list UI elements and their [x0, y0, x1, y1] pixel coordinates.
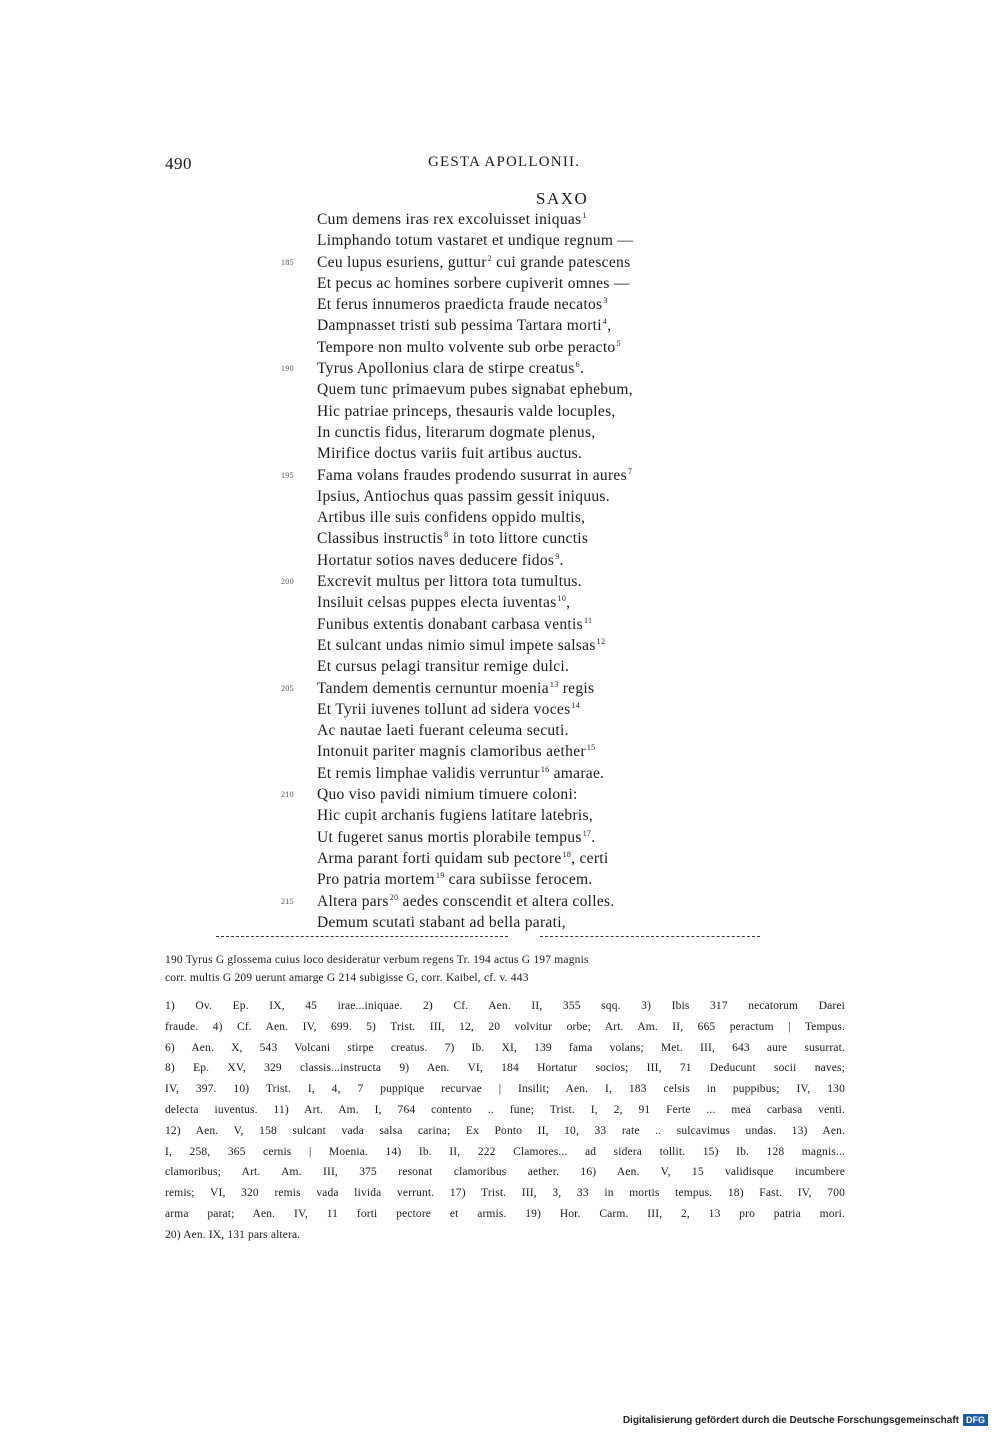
footnote-marker: 8: [444, 530, 449, 540]
verse-words: Et Tyrii iuvenes tollunt ad sidera voces: [317, 700, 571, 718]
dfg-footer: [623, 1414, 988, 1426]
footnote-marker: 2: [487, 253, 492, 263]
verse-text: [317, 422, 596, 443]
verse-line: [0, 891, 1000, 912]
footnote-line: clamoribus; Art. Am. III, 375 resonat clamoribus aether. 16) Aen. V, 15 validisque incumbere: [165, 1166, 845, 1179]
verse-line: [0, 763, 1000, 784]
footnote-line: I, 258, 365 cernis | Moenia. 14) Ib. II, 222 Clamores... ad sidera tollit. 15) Ib. 128 magnis...: [165, 1145, 845, 1158]
footnote-line: fraude. 4) Cf. Aen. IV, 699. 5) Trist. III, 12, 20 volvitur orbe; Art. Am. II, 665 peractum | Tempus.: [165, 1020, 845, 1033]
verse-tail: .: [591, 828, 596, 846]
verse-text: [317, 571, 582, 592]
verse-text: [317, 827, 595, 848]
verse-line: [0, 614, 1000, 635]
verse-text: [317, 912, 566, 933]
verse-tail: , certi: [571, 849, 609, 867]
verse-words: Tempore non multo volvente sub orbe peracto: [317, 338, 616, 356]
verse-words: Insiluit celsas puppes electa iuventas: [317, 594, 557, 612]
verse-line: [0, 294, 1000, 315]
verse-text: [317, 720, 569, 741]
verse-line: [0, 869, 1000, 890]
running-head: GESTA APOLLONII.: [428, 154, 581, 170]
verse-text: [317, 763, 604, 784]
verse-text: [317, 699, 580, 720]
verse-text: [317, 230, 633, 251]
footnote-marker: 12: [596, 636, 606, 646]
verse-text: [317, 550, 564, 571]
verse-line: [0, 337, 1000, 358]
critical-apparatus: [165, 951, 845, 987]
footnote-marker: 10: [557, 594, 567, 604]
verse-line: [0, 741, 1000, 762]
verse-line: [0, 379, 1000, 400]
verse-words: Limphando totum vastaret et undique regnum —: [317, 232, 634, 250]
line-number: 215: [281, 896, 294, 906]
verse-line: [0, 528, 1000, 549]
verse-line: [0, 465, 1000, 486]
verse-words: Ceu lupus esuriens, guttur: [317, 253, 487, 271]
verse-words: Fama volans fraudes prodendo susurrat in aures: [317, 466, 627, 484]
verse-words: Artibus ille suis confidens oppido multis,: [317, 509, 586, 527]
verse-text: [317, 869, 593, 890]
verse-words: Hic patriae princeps, thesauris valde locuples,: [317, 402, 616, 420]
verse-words: Quem tunc primaevum pubes signabat ephebum,: [317, 381, 633, 399]
verse-text: [317, 379, 633, 400]
verse-words: Excrevit multus per littora tota tumultus.: [317, 573, 582, 591]
verse-words: Quo viso pavidi nimium timuere coloni:: [317, 786, 578, 804]
dfg-logo: DFG: [963, 1414, 988, 1426]
verse-line: [0, 507, 1000, 528]
footnote-marker: 15: [586, 743, 596, 753]
verse-line: [0, 805, 1000, 826]
line-number: 195: [281, 470, 294, 480]
line-number: 210: [281, 790, 294, 800]
line-number: 205: [281, 683, 294, 693]
verse-tail: .: [579, 360, 585, 378]
verse-line: [0, 848, 1000, 869]
verse-tail: cui grande patescens: [491, 253, 631, 271]
verse-tail: amarae.: [549, 764, 605, 782]
verse-text: [317, 678, 594, 699]
footnote-line: 8) Ep. XV, 329 classis...instructa 9) Aen. VI, 184 Hortatur socios; III, 71 Deducunt socii naves;: [165, 1062, 845, 1075]
apparatus-line: corr. multis G 209 uerunt amarge G 214 subigisse G, corr. Kaibel, cf. v. 443: [165, 972, 529, 984]
verse-line: [0, 401, 1000, 422]
separator-right: [540, 936, 760, 938]
verse-text: [317, 465, 632, 486]
footnote-marker: 4: [602, 317, 608, 327]
verse-words: Et ferus innumeros praedicta fraude necatos: [317, 296, 603, 314]
footnote-marker: 9: [555, 551, 560, 561]
verse-line: [0, 827, 1000, 848]
footnote-line: arma parat; Aen. IV, 11 forti pectore et armis. 19) Hor. Carm. III, 2, 13 pro patria mori.: [165, 1207, 845, 1220]
footnote-line: 20) Aen. IX, 131 pars altera.: [165, 1228, 301, 1241]
verse-line: [0, 784, 1000, 805]
verse-text: [317, 848, 609, 869]
verse-line: [0, 571, 1000, 592]
verse-words: Demum scutati stabant ad bella parati,: [317, 913, 566, 931]
verse-line: [0, 486, 1000, 507]
verse-text: [317, 805, 593, 826]
footnote-line: IV, 397. 10) Trist. I, 4, 7 puppique recurvae | Insilit; Aen. I, 183 celsis in puppibus; IV, 130: [165, 1083, 845, 1096]
verse-text: [317, 635, 605, 656]
poem: [0, 209, 1000, 933]
verse-words: Dampnasset tristi sub pessima Tartara morti: [317, 317, 602, 335]
verse-text: [317, 252, 630, 273]
verse-words: Ac nautae laeti fuerant celeuma secuti.: [317, 722, 569, 740]
verse-tail: ,: [607, 317, 612, 335]
verse-text: [317, 656, 569, 677]
verse-tail: regis: [558, 679, 595, 697]
footnote-line: delecta iuventus. 11) Art. Am. I, 764 contento .. fune; Trist. I, 2, 91 Ferte ... mea carbasa venti.: [165, 1103, 845, 1116]
line-number: 190: [281, 364, 294, 374]
line-number: 200: [281, 577, 294, 587]
footnote-marker: 3: [603, 296, 608, 306]
footnote-line: 6) Aen. X, 543 Volcani stirpe creatus. 7) Ib. XI, 139 fama volans; Met. III, 643 aure susurrat.: [165, 1041, 845, 1054]
line-number: 185: [281, 257, 294, 267]
verse-words: Tyrus Apollonius clara de stirpe creatus: [317, 360, 575, 378]
verse-line: [0, 209, 1000, 230]
verse-words: Arma parant forti quidam sub pectore: [317, 849, 562, 867]
verse-words: Ipsius, Antiochus quas passim gessit iniquus.: [317, 487, 610, 505]
verse-text: [317, 337, 621, 358]
verse-tail: ,: [566, 594, 571, 612]
verse-line: [0, 273, 1000, 294]
verse-text: [317, 507, 585, 528]
verse-tail: cara subiisse ferocem.: [444, 871, 593, 889]
verse-words: Funibus extentis donabant carbasa ventis: [317, 615, 583, 633]
verse-line: [0, 635, 1000, 656]
section-title: SAXO: [536, 189, 589, 208]
verse-line: [0, 699, 1000, 720]
verse-words: Classibus instructis: [317, 530, 444, 548]
footnote-marker: 19: [435, 871, 445, 881]
verse-text: [317, 486, 610, 507]
verse-words: Et remis limphae validis verruntur: [317, 764, 540, 782]
verse-line: [0, 252, 1000, 273]
verse-text: [317, 891, 615, 912]
verse-text: [317, 273, 630, 294]
verse-line: [0, 315, 1000, 336]
verse-line: [0, 230, 1000, 251]
verse-line: [0, 550, 1000, 571]
verse-text: [317, 358, 584, 379]
verse-words: Tandem dementis cernuntur moenia: [317, 679, 549, 697]
verse-text: [317, 443, 582, 464]
footnote-line: 1) Ov. Ep. IX, 45 irae...iniquae. 2) Cf. Aen. II, 355 sqq. 3) Ibis 317 necatorum Darei: [165, 1000, 845, 1012]
verse-words: Ut fugeret sanus mortis plorabile tempus: [317, 828, 582, 846]
footnote-marker: 17: [582, 828, 592, 838]
footnote-marker: 20: [389, 892, 399, 902]
footnote-marker: 18: [562, 849, 572, 859]
footnote-marker: 13: [549, 679, 559, 689]
verse-words: Et sulcant undas nimio simul impete salsas: [317, 636, 596, 654]
apparatus-line: 190 Tyrus G glossema cuius loco desideratur verbum regens Tr. 194 actus G 197 magnis: [165, 954, 589, 966]
verse-line: [0, 678, 1000, 699]
footnote-marker: 7: [627, 466, 633, 476]
verse-words: Intonuit pariter magnis clamoribus aether: [317, 743, 586, 761]
footnote-line: remis; VI, 320 remis vada livida verrunt. 17) Trist. III, 3, 33 in mortis tempus. 18) Fast. IV, 700: [165, 1187, 845, 1200]
footnotes: [165, 996, 845, 1246]
footnote-marker: 11: [583, 615, 593, 625]
footnote-marker: 14: [571, 700, 581, 710]
verse-words: Cum demens iras rex excoluisset iniquas: [317, 211, 582, 228]
separator-left: [216, 936, 508, 938]
verse-tail: .: [559, 551, 564, 569]
verse-text: [317, 741, 595, 762]
verse-text: [317, 614, 592, 635]
verse-text: [317, 401, 616, 422]
verse-text: [317, 784, 578, 805]
verse-tail: aedes conscendit et altera colles.: [398, 892, 615, 910]
verse-tail: in toto littore cunctis: [448, 530, 589, 548]
verse-text: [317, 528, 588, 549]
footnote-marker: 16: [540, 764, 550, 774]
verse-line: [0, 422, 1000, 443]
verse-line: [0, 443, 1000, 464]
dfg-footer-text: Digitalisierung gefördert durch die Deutsche Forschungsgemeinschaft: [622, 1414, 959, 1426]
footnote-marker: 1: [582, 211, 587, 220]
verse-words: Mirifice doctus variis fuit artibus auctus.: [317, 445, 583, 463]
verse-line: [0, 656, 1000, 677]
verse-words: Altera pars: [317, 892, 389, 910]
footnote-line: 12) Aen. V, 158 sulcant vada salsa carina; Ex Ponto II, 10, 33 rate .. sulcavimus undas. 13) Aen.: [165, 1124, 845, 1137]
footnote-marker: 6: [575, 360, 580, 370]
verse-words: Hic cupit archanis fugiens latitare latebris,: [317, 807, 594, 825]
verse-text: [317, 294, 608, 315]
verse-words: Pro patria mortem: [317, 871, 435, 889]
verse-line: [0, 720, 1000, 741]
verse-text: [317, 209, 587, 230]
verse-text: [317, 315, 611, 336]
verse-line: [0, 592, 1000, 613]
verse-line: [0, 358, 1000, 379]
verse-words: Et pecus ac homines sorbere cupiverit omnes —: [317, 274, 630, 292]
verse-words: Et cursus pelagi transitur remige dulci.: [317, 658, 570, 676]
verse-words: In cunctis fidus, literarum dogmate plenus,: [317, 423, 596, 441]
page-number: 490: [165, 154, 192, 173]
verse-text: [317, 592, 570, 613]
verse-line: [0, 912, 1000, 933]
verse-words: Hortatur sotios naves deducere fidos: [317, 551, 555, 569]
footnote-marker: 5: [616, 338, 621, 348]
